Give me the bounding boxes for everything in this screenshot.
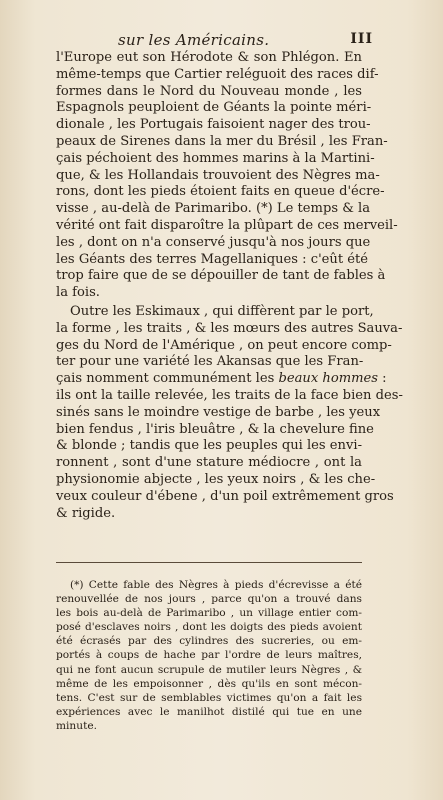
text-line: bien fendus , l'iris bleuâtre , & la chevelure fine <box>56 421 374 437</box>
text-line: la forme , les traits , & les mœurs des autres Sauva- <box>56 320 403 336</box>
footnote-line: expériences avec le manilhot distilé qui tue en une <box>56 705 362 718</box>
footnote-line: minute. <box>56 719 97 732</box>
running-head: sur les Américains. <box>118 31 270 49</box>
footnote-rule <box>56 562 362 563</box>
text-line: sinés sans le moindre vestige de barbe , les yeux <box>56 404 381 420</box>
text-line: ges du Nord de l'Amérique , on peut encore comp- <box>56 337 392 353</box>
footnote-line: renouvellée de nos jours , parce qu'on a trouvé dans <box>56 593 362 606</box>
text-line: Outre les Eskimaux , qui diffèrent par le port, <box>70 303 374 319</box>
text-line: çais péchoient des hommes marins à la Martini- <box>56 150 375 166</box>
text-line: peaux de Sirenes dans la mer du Brésil , les Fran- <box>56 133 388 149</box>
page-number: III <box>350 31 373 47</box>
text-line: que, & les Hollandais trouvoient des Nègres ma- <box>56 167 380 183</box>
footnote-line: même de les empoisonner , dès qu'ils en sont mécon- <box>56 677 362 690</box>
text-line: la fois. <box>56 285 100 301</box>
text-line: physionomie abjecte , les yeux noirs , & les che- <box>56 471 376 487</box>
text-line: veux couleur d'ébene , d'un poil extrêmement gros <box>56 488 394 504</box>
page-header <box>0 28 443 50</box>
text-line: formes dans le Nord du Nouveau monde , les <box>56 83 362 99</box>
text-line: trop faire que de se dépouiller de tant de fables à <box>56 268 386 284</box>
footnote-line: tens. C'est sur de semblables victimes qu'on a fait les <box>56 691 362 704</box>
main-text <box>56 50 403 522</box>
text-line: ils ont la taille relevée, les traits de la face bien des- <box>56 387 403 403</box>
paragraph <box>56 50 398 302</box>
footnote-line: été écrasés par des cylindres des sucreries, ou em- <box>56 635 362 648</box>
text-line: dionale , les Portugais faisoient nager des trou- <box>56 117 371 133</box>
text-line: rons, dont les pieds étoient faits en queue d'écre- <box>56 184 385 200</box>
footnote-line: (*) Cette fable des Nègres à pieds d'écrevisse a été <box>70 579 362 591</box>
footnote-line: posé d'esclaves noirs , dont les doigts des pieds avoient <box>56 621 362 634</box>
footnote <box>56 578 362 733</box>
text-line: Espagnols peuploient de Géants la pointe méri- <box>56 100 372 116</box>
text-line: ronnent , sont d'une stature médiocre , ont la <box>56 455 362 471</box>
text-line: & rigide. <box>56 505 116 521</box>
text-line: & blonde ; tandis que les peuples qui les envi- <box>56 438 363 454</box>
text-line: les , dont on n'a conservé jusqu'à nos jours que <box>56 234 371 250</box>
text-line: l'Europe eut son Hérodote & son Phlégon. En <box>56 50 362 65</box>
paragraph <box>56 303 403 522</box>
footnote-line: qui ne font aucun scrupule de mutiler leurs Nègres , & <box>56 663 362 676</box>
footnote-line: portés à coups de hache par l'ordre de leurs maîtres, <box>56 649 362 662</box>
text-line: même-temps que Cartier reléguoit des races dif- <box>56 66 379 82</box>
italic-phrase: beaux hommes <box>278 371 379 387</box>
text-line: vérité ont fait disparoître la plûpart de ces merveil- <box>56 217 398 233</box>
text-line: visse , au-delà de Parimaribo. (*) Le temps & la <box>56 201 371 217</box>
footnote-line: les bois au-delà de Parimaribo , un village entier com- <box>56 607 362 620</box>
text-line: les Géants des terres Magellaniques : c'eût été <box>56 251 369 267</box>
text-line-with-italic: çais nomment communément les beaux hommes : <box>56 371 387 387</box>
text-line: ter pour une variété les Akansas que les Fran- <box>56 354 364 370</box>
